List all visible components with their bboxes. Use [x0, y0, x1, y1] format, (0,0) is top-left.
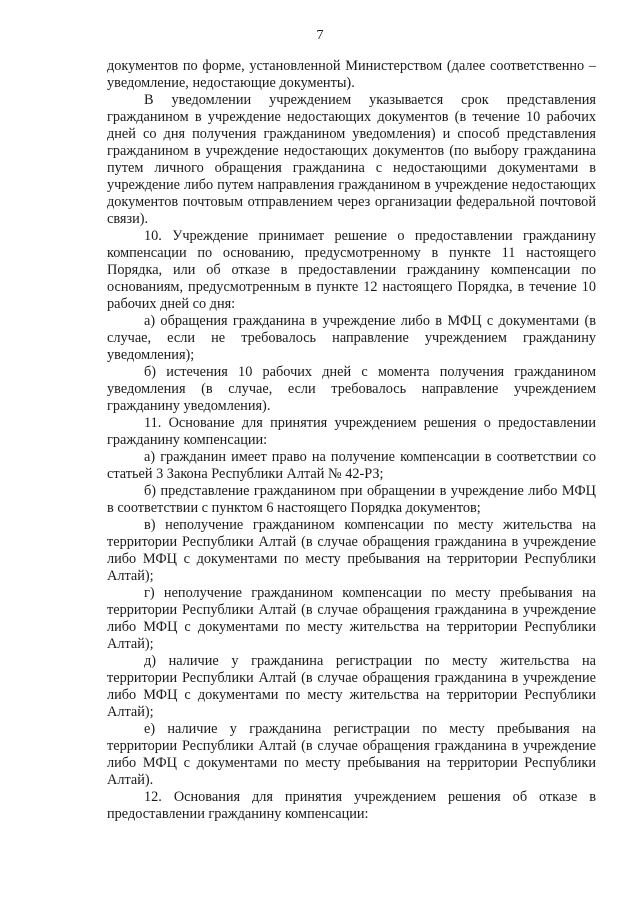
- page-number: 7: [316, 28, 324, 43]
- paragraph-item-12: 12. Основания для принятия учреждением решения об отказе в предоставлении гражданину компенсации:: [107, 789, 596, 822]
- paragraph-item-11-e: е) наличие у гражданина регистрации по месту пребывания на территории Республики Алтай (в случае обращения гражданина в учреждение либо МФЦ с документами по месту пребывания на территории Республики Алтай).: [107, 721, 596, 788]
- paragraph-notification-terms: В уведомлении учреждением указывается срок представления гражданином в учреждение недостающих документов (в течение 10 рабочих дней со дня получения гражданином уведомления) и способ представления гражданином в учреждение недостающих документов (по выбору гражданина путем личного обращения гражданина с недостающими документами в учреждение либо путем направления гражданином в учреждение недостающих документов почтовым отправлением через организации федеральной почтовой связи).: [107, 92, 596, 227]
- document-body: [107, 58, 596, 823]
- paragraph-item-11-d: д) наличие у гражданина регистрации по месту жительства на территории Республики Алтай (в случае обращения гражданина в учреждение либо МФЦ с документами по месту жительства на территории Республики Алтай);: [107, 653, 596, 720]
- paragraph-item-11-g: г) неполучение гражданином компенсации по месту пребывания на территории Республики Алтай (в случае обращения гражданина в учреждение либо МФЦ с документами по месту жительства на территории Республики Алтай);: [107, 585, 596, 652]
- paragraph-item-11-a: а) гражданин имеет право на получение компенсации в соответствии со статьей 3 Закона Республики Алтай № 42-РЗ;: [107, 449, 596, 482]
- paragraph-item-10: 10. Учреждение принимает решение о предоставлении гражданину компенсации по основанию, предусмотренному в пункте 11 настоящего Порядка, или об отказе в предоставлении гражданину компенсации по основаниям, предусмотренным в пункте 12 настоящего Порядка, в течение 10 рабочих дней со дня:: [107, 228, 596, 312]
- paragraph-item-11-b: б) представление гражданином при обращении в учреждение либо МФЦ в соответствии с пунктом 6 настоящего Порядка документов;: [107, 483, 596, 516]
- paragraph-item-11-v: в) неполучение гражданином компенсации по месту жительства на территории Республики Алтай (в случае обращения гражданина в учреждение либо МФЦ с документами по месту пребывания на территории Республики Алтай);: [107, 517, 596, 584]
- paragraph-item-10-a: а) обращения гражданина в учреждение либо в МФЦ с документами (в случае, если не требовалось направление учреждением гражданину уведомления);: [107, 313, 596, 363]
- paragraph-item-10-b: б) истечения 10 рабочих дней с момента получения гражданином уведомления (в случае, если требовалось направление учреждением гражданину уведомления).: [107, 364, 596, 414]
- paragraph-item-11: 11. Основание для принятия учреждением решения о предоставлении гражданину компенсации:: [107, 415, 596, 448]
- paragraph-continuation: документов по форме, установленной Министерством (далее соответственно – уведомление, недостающие документы).: [107, 58, 596, 91]
